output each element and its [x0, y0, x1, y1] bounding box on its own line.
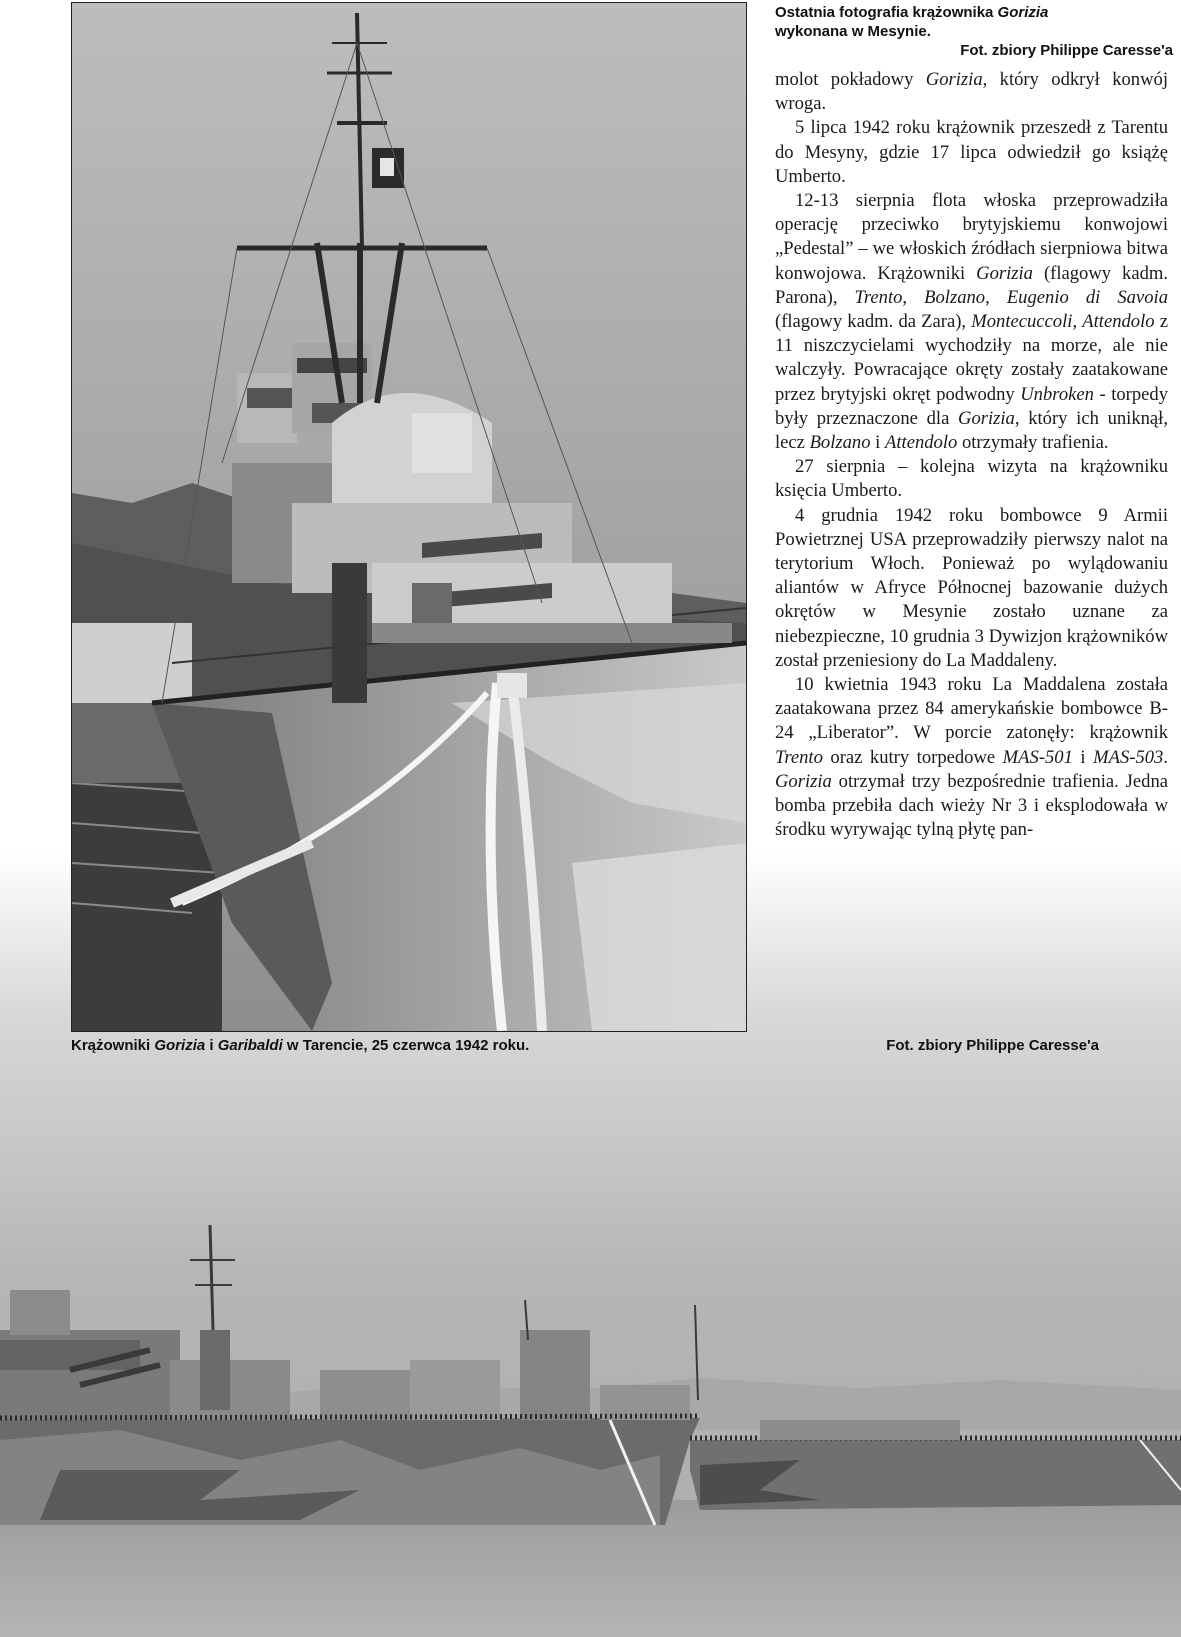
- article-paragraph: 12-13 sierpnia flota włoska przeprowadziła operację przeciwko brytyjskiemu konwojowi „Pedestal” – we włoskich źródłach sierpniowa bitwa konwojowa. Krążowniki Gorizia (flagowy kadm. Parona), Trento, Bolzano, Eugenio di Savoia (flagowy kadm. da Zara), Montecuccoli, Attendolo z 11 niszczycielami wychodziły na morze, ale nie walczyły. Powracające okręty zostały zaatakowane przez brytyjski okręt podwodny Unbroken - torpedy były przeznaczone dla Gorizia, który ich uniknął, lecz Bolzano i Attendolo otrzymały trafienia.: [775, 190, 1168, 454]
- photo-credit-top: Fot. zbiory Philippe Caresse'a: [960, 42, 1173, 59]
- ship-name: Bolzano: [809, 432, 871, 454]
- ship-name: Trento: [775, 746, 823, 768]
- article-body: [775, 68, 1168, 843]
- top-photo-bottom-caption: Krążowniki Gorizia i Garibaldi w Tarencie, 25 czerwca 1942 roku.: [71, 1037, 530, 1054]
- ship-name: Attendolo: [1082, 311, 1155, 333]
- ship-name: Trento: [854, 286, 903, 308]
- ship-name: Gorizia: [976, 262, 1033, 284]
- ship-name: Gorizia: [925, 69, 983, 90]
- ship-name: Unbroken: [1020, 383, 1094, 405]
- caption-top-text: Ostatnia fotografia krążownika Gorizia wykonana w Mesynie.: [775, 4, 1049, 40]
- ship-name: MAS-503: [1093, 746, 1164, 768]
- article-paragraph: molot pokładowy Gorizia, który odkrył konwój wroga.: [775, 69, 1168, 115]
- ship-name: Gorizia: [775, 770, 832, 792]
- ship-name: Bolzano: [924, 286, 986, 308]
- ship-name: MAS-501: [1002, 746, 1073, 768]
- article-paragraph: 4 grudnia 1942 roku bombowce 9 Armii Powietrznej USA przeprowadziły pierwszy nalot na terytorium Włoch. Ponieważ po wylądowaniu aliantów w Afryce Północnej bazowanie dużych okrętów w Mesynie zostało uznane za niebezpieczne, 10 grudnia 3 Dywizjon krążowników został przeniesiony do La Maddaleny.: [775, 504, 1168, 671]
- article-paragraph: 27 sierpnia – kolejna wizyta na krążowniku księcia Umberto.: [775, 456, 1168, 502]
- ship-name: Gorizia: [958, 407, 1015, 429]
- top-photo-caption: [775, 3, 1173, 60]
- article-paragraph: 5 lipca 1942 roku krążownik przeszedł z Tarentu do Mesyny, gdzie 17 lipca odwiedził go książę Umberto.: [775, 117, 1168, 187]
- article-paragraph: 10 kwietnia 1943 roku La Maddalena została zaatakowana przez 84 amerykańskie bombowce B-24 „Liberator”. W porcie zatonęły: krążownik Trento oraz kutry torpedowe MAS-501 i MAS-503. Gorizia otrzymał trzy bezpośrednie trafienia. Jedna bomba przebiła dach wieży Nr 3 i eksplodowała w środku wyrywając tylną płytę pan-: [775, 674, 1168, 841]
- ship-name: Eugenio di Savoia: [1006, 286, 1168, 308]
- photo-credit-bottom: Fot. zbiory Philippe Caresse'a: [886, 1037, 1099, 1054]
- top-photo: [71, 2, 747, 1032]
- ship-name: Attendolo: [885, 432, 958, 454]
- ship-name: Montecuccoli: [971, 311, 1073, 333]
- cruiser-photo-drawing: [72, 3, 746, 1031]
